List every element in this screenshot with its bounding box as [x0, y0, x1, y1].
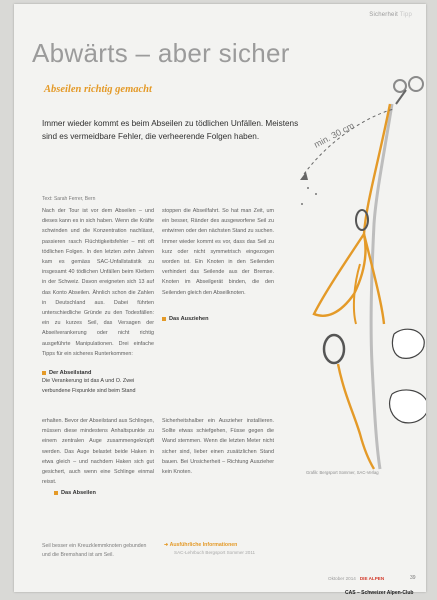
magazine-brand: DIE ALPEN	[359, 576, 385, 581]
section-label: Sicherheit	[369, 12, 398, 18]
bullet-icon	[54, 491, 58, 495]
anchor-ring-icon	[394, 80, 406, 92]
page-title: Abwärts – aber sicher	[32, 38, 290, 68]
rope-main	[371, 104, 392, 469]
hand-lower-icon	[390, 390, 426, 423]
tip-label: Tipp	[399, 12, 412, 18]
section-tag	[369, 12, 412, 18]
body-column-left	[42, 206, 154, 365]
bottom-left-text: Seil besser ein Kreuzklemmknoten gebunden und die Bremshand ist am Seil.	[42, 543, 147, 558]
body-column-mid-2	[162, 416, 274, 483]
body-column-mid	[162, 206, 274, 304]
info-source: SAC-Lehrbuch Bergsport Sommer 2011	[174, 550, 256, 555]
info-link[interactable]: ➜ Ausführliche Informationen	[164, 542, 238, 548]
anchor-ring-icon	[409, 77, 423, 91]
page-footer	[328, 576, 384, 581]
sling-strand	[354, 264, 360, 324]
issue-date: Oktober 2014	[328, 576, 356, 581]
bullet-icon	[42, 371, 46, 375]
subhead-auszieher	[162, 316, 209, 322]
page-subtitle: Abseilen richtig gemacht	[44, 84, 152, 95]
subhead-abseilstand-label: Der Abseilstand	[49, 370, 92, 376]
lead-paragraph: Immer wieder kommt es beim Abseilen zu tödlichen Unfällen. Meistens sind es vermeidbare Fehler, die verheerende Folgen haben.	[42, 119, 299, 142]
body-text-mid: stoppen die Abseilfahrt. So hat man Zeit, um ein besser, Ränder des ausgeworfene Seil zu entwirren oder den nächsten Stand zu suchen. Immer wieder kommt es vor, dass das Seil zu kurz oder nicht symmetrisch eingezogen worden ist. Ein Knoten in den Seilenden verhindert das Seilende aus der Bremse. Knoten im Abseilgerät binden, die den Seilenden gleich den Abseilknoten.	[162, 208, 274, 296]
carabiner-icon	[324, 335, 344, 363]
subhead-abseilen	[54, 490, 96, 496]
body-text-left-2: erhalten. Bevor der Abseilstand aus Schlingen, müssen diese mindestens Anhaltspunkte zu einem zentralen Auge zusammengeknüpft werden. Das Auge belastet beide Haken in etwa gleich – und nachdem Haken sich gut gesichert, auch wenn eine Schlinge einmal reisst.	[42, 418, 154, 486]
graphic-credit: Grafik: Bergsport Sommer, SAC-Verlag	[306, 470, 379, 475]
subhead-abseilen-label: Das Abseilen	[61, 490, 96, 496]
abseil-illustration	[264, 64, 426, 474]
abseilstand-text: Die Verankerung ist das A und O. Zwei verbundene Fixpunkte sind beim Stand	[42, 378, 136, 394]
body-column-left-2	[42, 416, 154, 493]
byline: Text: Sarah Ferrer, Bern	[42, 196, 96, 202]
body-text-mid-2: Sicherheitshalber ein Auszieher installieren. Sollte etwas schiefgehen, Füsse gegen die Wand stemmen. Wenn die letzten Meter nicht sicher sind, lieber einen zusätzlichen Stand bauen. Bei Unsicherheit – Richtung Auszieher kein Knoten.	[162, 418, 274, 476]
club-watermark: CAS – Schweizer Alpen-Club	[345, 590, 414, 596]
bullet-icon	[162, 317, 166, 321]
hand-upper-icon	[392, 329, 424, 358]
distance-label: min. 30 cm	[312, 120, 356, 150]
magazine-page	[14, 4, 426, 592]
page-number: 39	[410, 575, 416, 581]
body-text-left: Nach der Tour ist vor dem Abseilen – und dieses kann es in sich haben. Wenn die Kräfte schwinden und die Konzentration nachlässt, passieren rasch Flüchtigkeitsfehler – mit oft tödlichen Folgen. In den letzten zehn Jahren kam es gemäss SAC-Unfallstatistik zu insgesamt 40 tödlichen Unfällen beim Klettern in der Schweiz. Davon ereigneten sich 13 auf das Konto Abseilen. Ähnlich schon die Zahlen in Deutschland aus. Dabei führten unterschiedliche Gründe zu den Todesfällen: ein zu kurzes Seil, das Versagen der Abseilverankerung oder nicht richtig ausgeführte Manipulationen. Drei einfache Tipps für ein sicheres Runterkommen:	[42, 208, 154, 357]
subhead-auszieher-label: Das Ausziehen	[169, 316, 209, 322]
rope-tail	[338, 364, 374, 469]
